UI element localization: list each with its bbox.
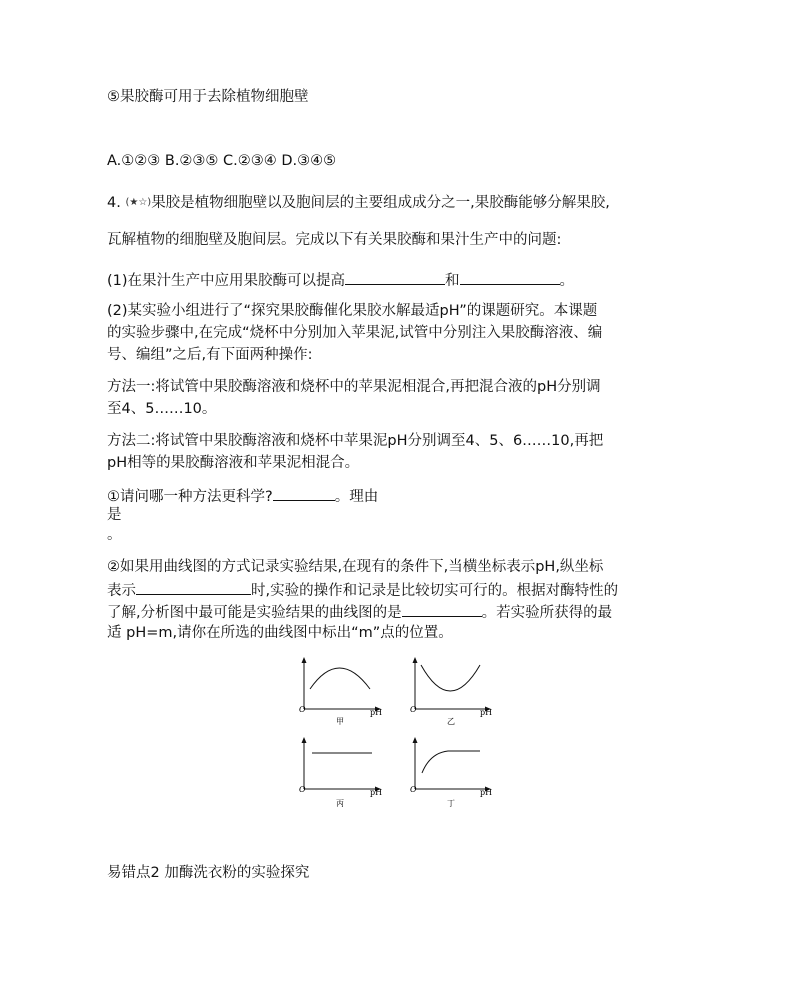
- sub-question-2-rest-2: 。若实验所获得的最: [481, 605, 613, 621]
- origin-label: O: [410, 705, 417, 714]
- answer-blank-2[interactable]: [460, 268, 560, 285]
- option-5: ⑤果胶酶可用于去除植物细胞壁: [107, 89, 309, 105]
- sub-question-1-text: ①请问哪一种方法更科学?: [107, 489, 273, 505]
- sub-question-1: [107, 484, 378, 508]
- sub-question-2-lead-2: 了解,分析图中最可能是实验结果的曲线图的是: [107, 605, 402, 621]
- curve-yi: [421, 665, 480, 691]
- question-number: 4.: [107, 195, 121, 211]
- curve-jia: [310, 668, 370, 689]
- graph-ding[interactable]: [410, 737, 492, 808]
- x-axis-label: pH: [480, 708, 493, 717]
- curve-ding: [422, 751, 480, 773]
- graph-bing[interactable]: [299, 737, 382, 808]
- part-1-text: (1)在果汁生产中应用果胶酶可以提高: [107, 273, 346, 289]
- part-1-and: 和: [445, 273, 460, 289]
- method-1-line-2: 至4、5……10。: [107, 401, 217, 417]
- reason-end: 。: [107, 527, 122, 543]
- sub-question-2-line-2: [107, 578, 618, 602]
- method-2-line-2: pH相等的果胶酶溶液和苹果泥相混合。: [107, 455, 360, 471]
- origin-label: O: [299, 785, 306, 794]
- answer-blank-4[interactable]: [136, 578, 251, 595]
- answer-blank-1[interactable]: [345, 268, 445, 285]
- section-heading: 易错点2 加酶洗衣粉的实验探究: [107, 865, 310, 881]
- y-axis-arrow-icon: [413, 657, 418, 663]
- part-2-line-1: (2)某实验小组进行了“探究果胶酶催化果胶水解最适pH”的课题研究。本课题: [107, 303, 598, 319]
- question-4-intro: [107, 192, 610, 214]
- part-1-end: 。: [559, 273, 575, 289]
- graph-caption: 乙: [447, 717, 455, 726]
- sub-question-1-reason: 。理由: [334, 489, 379, 505]
- sub-question-2-line-4: 适 pH=m,请你在所选的曲线图中标出“m”点的位置。: [107, 625, 453, 641]
- origin-label: O: [410, 785, 417, 794]
- reason-line: 是: [107, 507, 122, 523]
- method-1-line-1: 方法一:将试管中果胶酶溶液和烧杯中的苹果泥相混合,再把混合液的pH分别调: [107, 379, 601, 395]
- y-axis-arrow-icon: [302, 657, 307, 663]
- method-2-line-1: 方法二:将试管中果胶酶溶液和烧杯中苹果泥pH分别调至4、5、6……10,再把: [107, 433, 604, 449]
- answer-blank-3[interactable]: [273, 484, 335, 501]
- y-axis-arrow-icon: [413, 737, 418, 743]
- answer-blank-5[interactable]: [402, 600, 482, 617]
- part-2-line-2: 的实验步骤中,在完成“烧杯中分别加入苹果泥,试管中分别注入果胶酶溶液、编: [107, 325, 603, 341]
- sub-question-2-line-3: [107, 600, 612, 624]
- difficulty-star-icon: (★☆): [125, 197, 152, 208]
- curve-graphs-figure: [290, 655, 505, 815]
- x-axis-label: pH: [370, 788, 383, 797]
- origin-label: O: [299, 705, 306, 714]
- part-2-line-3: 号、编组”之后,有下面两种操作:: [107, 347, 313, 363]
- answer-choices: A.①②③ B.②③⑤ C.②③④ D.③④⑤: [107, 153, 337, 169]
- question-4-text: 果胶是植物细胞壁以及胞间层的主要组成成分之一,果胶酶能够分解果胶,: [151, 195, 610, 211]
- graph-yi[interactable]: [410, 657, 492, 726]
- sub-question-2-lead: 表示: [107, 583, 136, 599]
- graph-jia[interactable]: [299, 657, 382, 726]
- graph-caption: 甲: [336, 717, 344, 726]
- part-1: [107, 268, 574, 292]
- sub-question-2-line-1: ②如果用曲线图的方式记录实验结果,在现有的条件下,当横坐标表示pH,纵坐标: [107, 559, 604, 575]
- graph-caption: 丙: [336, 799, 344, 808]
- y-axis-arrow-icon: [302, 737, 307, 743]
- x-axis-label: pH: [480, 788, 493, 797]
- graph-caption: 丁: [447, 799, 455, 808]
- question-4-line-2: 瓦解植物的细胞壁及胞间层。完成以下有关果胶酶和果汁生产中的问题:: [107, 232, 562, 248]
- sub-question-2-rest: 时,实验的操作和记录是比较切实可行的。根据对酶特性的: [251, 583, 619, 599]
- x-axis-label: pH: [370, 708, 383, 717]
